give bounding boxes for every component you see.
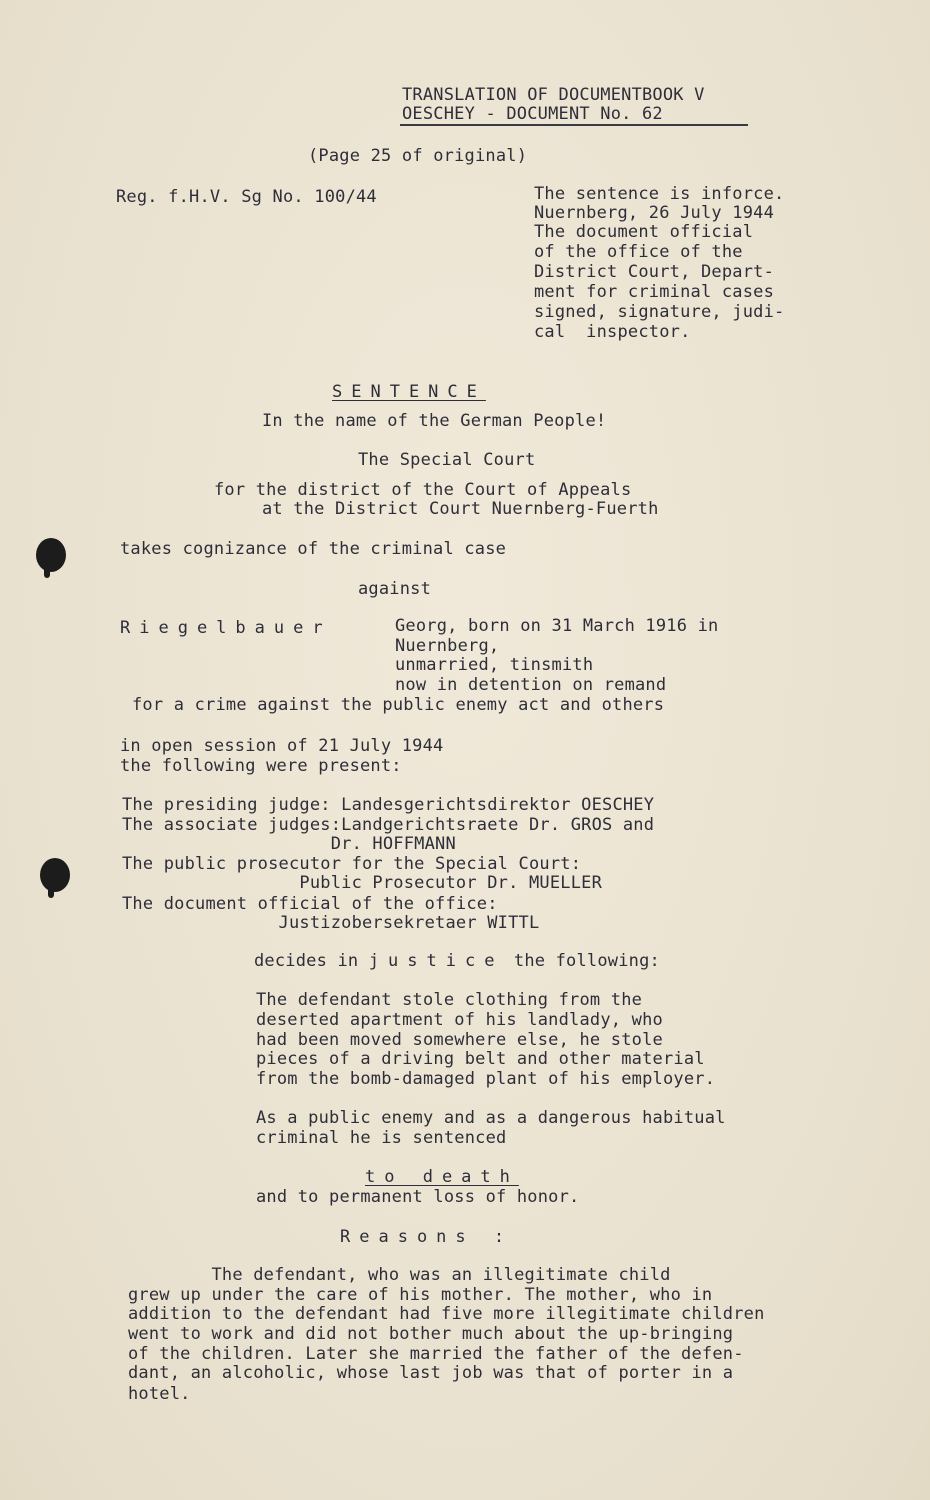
name-of-people: In the name of the German People! <box>262 411 607 431</box>
cognizance-text: takes cognizance of the criminal case <box>120 539 507 559</box>
loss-of-honor: and to permanent loss of honor. <box>256 1187 580 1207</box>
decides-prefix: decides in <box>254 951 369 971</box>
summary-line: The defendant stole clothing from the <box>256 990 643 1010</box>
reasons-line: hotel. <box>128 1384 191 1404</box>
decides-suffix: the following: <box>503 951 660 971</box>
court-name: The Special Court <box>358 450 536 470</box>
justice-word: justice <box>368 951 504 971</box>
reasons-line: grew up under the care of his mother. The mother, who in <box>128 1285 713 1305</box>
summary-line: from the bomb-damaged plant of his employer. <box>256 1069 716 1089</box>
registration-number: Reg. f.H.V. Sg No. 100/44 <box>116 187 377 207</box>
reasons-heading: Reasons : <box>340 1227 514 1247</box>
session-line: the following were present: <box>120 756 402 776</box>
decides-line <box>254 952 660 972</box>
stamp-note-line: The sentence is inforce. <box>534 184 785 204</box>
session-line: in open session of 21 July 1944 <box>120 736 444 756</box>
stamp-note-line: of the office of the <box>534 242 743 262</box>
sentence-title: SENTENCE <box>332 382 486 402</box>
summary-line: deserted apartment of his landlady, who <box>256 1010 663 1030</box>
punch-hole-top <box>36 538 66 572</box>
punch-hole-bottom <box>40 858 70 892</box>
present-line: Public Prosecutor Dr. MUELLER <box>122 873 603 893</box>
defendant-detail: Nuernberg, <box>395 636 500 656</box>
page-reference: (Page 25 of original) <box>308 146 528 166</box>
stamp-note-line: Nuernberg, 26 July 1944 <box>534 203 775 223</box>
reasons-line: of the children. Later she married the father of the defen- <box>128 1344 744 1364</box>
present-line: The document official of the office: <box>122 894 498 914</box>
to-death: to death <box>365 1167 519 1187</box>
court-district-line: for the district of the Court of Appeals <box>214 480 632 500</box>
reasons-line: dant, an alcoholic, whose last job was that of porter in a <box>128 1363 734 1383</box>
stamp-note-line: ment for criminal cases <box>534 282 775 302</box>
reasons-line: went to work and did not bother much about the up-bringing <box>128 1324 734 1344</box>
present-line: The presiding judge: Landesgerichtsdirektor OESCHEY <box>122 795 655 815</box>
present-line: The associate judges:Landgerichtsraete Dr. GROS and <box>122 815 655 835</box>
stamp-note-line: signed, signature, judi- <box>534 302 785 322</box>
against-text: against <box>358 579 432 599</box>
header-line-1: TRANSLATION OF DOCUMENTBOOK V <box>402 85 705 105</box>
header-underline <box>400 124 748 126</box>
summary-line: pieces of a driving belt and other material <box>256 1049 705 1069</box>
public-enemy-line: criminal he is sentenced <box>256 1128 507 1148</box>
header-line-2: OESCHEY - DOCUMENT No. 62 <box>402 104 663 124</box>
defendant-detail: now in detention on remand <box>395 675 667 695</box>
present-line: Justizobersekretaer WITTL <box>122 913 540 933</box>
defendant-detail: Georg, born on 31 March 1916 in <box>395 616 719 636</box>
defendant-name: Riegelbauer <box>120 618 332 638</box>
stamp-note-line: District Court, Depart- <box>534 262 775 282</box>
stamp-note-line: The document official <box>534 222 754 242</box>
reasons-line: The defendant, who was an illegitimate child <box>128 1265 671 1285</box>
present-line: The public prosecutor for the Special Court: <box>122 854 582 874</box>
present-line: Dr. HOFFMANN <box>122 834 456 854</box>
summary-line: had been moved somewhere else, he stole <box>256 1030 663 1050</box>
court-district-line: at the District Court Nuernberg-Fuerth <box>262 499 659 519</box>
stamp-note-line: cal inspector. <box>534 322 691 342</box>
crime-text: for a crime against the public enemy act and others <box>132 695 665 715</box>
reasons-line: addition to the defendant had five more illegitimate children <box>128 1304 765 1324</box>
defendant-detail: unmarried, tinsmith <box>395 655 594 675</box>
public-enemy-line: As a public enemy and as a dangerous habitual <box>256 1108 726 1128</box>
